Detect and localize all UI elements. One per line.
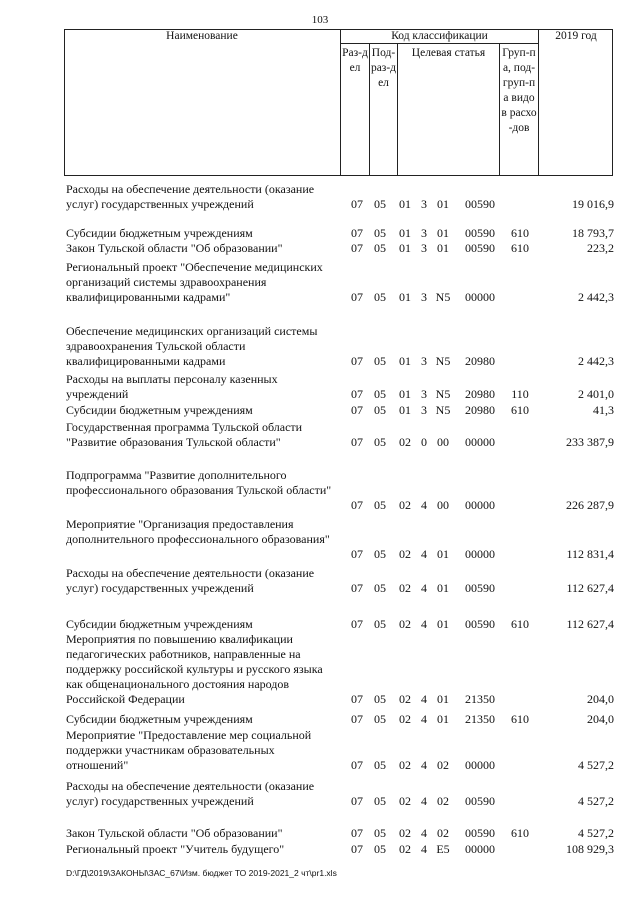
code-pr: 05 xyxy=(374,498,386,512)
table-row xyxy=(0,632,640,707)
code-c4: 20980 xyxy=(465,354,495,368)
code-c4: 21350 xyxy=(465,712,495,726)
header-year: 2019 год xyxy=(538,29,613,176)
code-c4: 20980 xyxy=(465,403,495,417)
code-pr: 05 xyxy=(374,617,386,631)
code-c4: 00590 xyxy=(465,826,495,840)
code-c4: 00590 xyxy=(465,581,495,595)
row-name: Подпрограмма "Развитие дополнительного профессионального образования Тульской области" xyxy=(66,468,332,497)
code-c4: 20980 xyxy=(465,387,495,401)
code-c3: 01 xyxy=(437,581,449,595)
table-header xyxy=(64,29,613,176)
code-pr: 05 xyxy=(374,758,386,772)
code-c1: 02 xyxy=(399,547,411,561)
row-name: Обеспечение медицинских организаций системы здравоохранения Тульской области квалифицированными кадрами xyxy=(66,324,318,368)
code-c1: 01 xyxy=(399,226,411,240)
code-rz: 07 xyxy=(351,581,363,595)
code-c4: 00000 xyxy=(465,435,495,449)
table-row xyxy=(0,420,640,450)
code-c1: 02 xyxy=(399,581,411,595)
code-c3: N5 xyxy=(435,354,451,368)
code-c2: 3 xyxy=(421,403,427,417)
table-row xyxy=(0,826,640,841)
row-amount: 112 831,4 xyxy=(566,547,614,561)
row-name: Расходы на обеспечение деятельности (оказание услуг) государственных учреждений xyxy=(66,182,315,211)
code-c1: 02 xyxy=(399,692,411,706)
code-rz: 07 xyxy=(351,758,363,772)
code-pr: 05 xyxy=(374,403,386,417)
header-group: Груп-па, под-груп-па видов расхо-дов xyxy=(499,43,538,176)
table-row xyxy=(0,728,640,773)
code-c2: 3 xyxy=(421,197,427,211)
row-amount: 233 387,9 xyxy=(566,435,614,449)
code-pr: 05 xyxy=(374,692,386,706)
row-amount: 19 016,9 xyxy=(572,197,614,211)
code-rz: 07 xyxy=(351,354,363,368)
code-c1: 02 xyxy=(399,617,411,631)
row-name: Расходы на обеспечение деятельности (оказание услуг) государственных учреждений xyxy=(66,779,315,808)
header-name: Наименование xyxy=(166,30,238,42)
code-vr: 610 xyxy=(511,226,529,240)
code-c2: 4 xyxy=(421,712,427,726)
table-row xyxy=(0,617,640,632)
code-c4: 00000 xyxy=(465,498,495,512)
row-amount: 2 442,3 xyxy=(578,290,614,304)
code-c3: 01 xyxy=(437,617,449,631)
code-c3: 00 xyxy=(437,498,449,512)
table-row xyxy=(0,468,640,513)
code-c2: 4 xyxy=(421,826,427,840)
row-name: Расходы на выплаты персоналу казенных учреждений xyxy=(66,372,278,401)
table-row xyxy=(0,324,640,369)
code-c2: 3 xyxy=(421,387,427,401)
row-amount: 204,0 xyxy=(587,692,614,706)
code-pr: 05 xyxy=(374,387,386,401)
code-c4: 00590 xyxy=(465,197,495,211)
table-row xyxy=(0,182,640,212)
code-c1: 02 xyxy=(399,826,411,840)
code-c1: 01 xyxy=(399,403,411,417)
table-row xyxy=(0,779,640,809)
row-name: Государственная программа Тульской области "Развитие образования Тульской области" xyxy=(66,420,303,449)
code-c2: 4 xyxy=(421,617,427,631)
code-c3: N5 xyxy=(435,403,451,417)
row-amount: 4 527,2 xyxy=(578,794,614,808)
code-pr: 05 xyxy=(374,826,386,840)
code-vr: 610 xyxy=(511,403,529,417)
row-amount: 4 527,2 xyxy=(578,758,614,772)
row-amount: 112 627,4 xyxy=(566,581,614,595)
code-c4: 00000 xyxy=(465,290,495,304)
row-name: Субсидии бюджетным учреждениям xyxy=(66,712,253,726)
code-c4: 00000 xyxy=(465,758,495,772)
code-c3: 02 xyxy=(437,758,449,772)
row-name: Мероприятия по повышению квалификации педагогических работников, направленные на поддержку российской культуры и русского языка как общенационального достояния народов Российской Федерации xyxy=(66,632,323,706)
code-rz: 07 xyxy=(351,435,363,449)
code-c2: 4 xyxy=(421,581,427,595)
row-name: Региональный проект "Обеспечение медицинских организаций системы здравоохранения квалифицированными кадрами" xyxy=(66,260,323,304)
code-c2: 4 xyxy=(421,692,427,706)
code-rz: 07 xyxy=(351,498,363,512)
code-c1: 02 xyxy=(399,435,411,449)
code-c3: 01 xyxy=(437,197,449,211)
code-c2: 4 xyxy=(421,547,427,561)
row-name: Мероприятие "Предоставление мер социальной поддержки участникам образовательных отношений" xyxy=(66,728,312,772)
code-rz: 07 xyxy=(351,387,363,401)
code-c3: N5 xyxy=(435,290,451,304)
row-name: Региональный проект "Учитель будущего" xyxy=(66,842,285,856)
code-c1: 02 xyxy=(399,758,411,772)
header-section: Раз-дел xyxy=(340,43,369,176)
code-c4: 00590 xyxy=(465,226,495,240)
code-c1: 02 xyxy=(399,842,411,856)
code-pr: 05 xyxy=(374,794,386,808)
code-c3: 00 xyxy=(437,435,449,449)
code-c1: 01 xyxy=(399,241,411,255)
table-row xyxy=(0,260,640,305)
code-c1: 02 xyxy=(399,794,411,808)
code-c2: 4 xyxy=(421,842,427,856)
code-c4: 00000 xyxy=(465,842,495,856)
code-vr: 610 xyxy=(511,241,529,255)
code-vr: 610 xyxy=(511,617,529,631)
row-amount: 4 527,2 xyxy=(578,826,614,840)
code-c3: 01 xyxy=(437,692,449,706)
row-name: Расходы на обеспечение деятельности (оказание услуг) государственных учреждений xyxy=(66,566,315,595)
header-target: Целевая статья xyxy=(397,43,499,176)
table-row xyxy=(0,241,640,256)
code-rz: 07 xyxy=(351,826,363,840)
row-name: Закон Тульской области "Об образовании" xyxy=(66,241,283,255)
code-pr: 05 xyxy=(374,290,386,304)
code-c3: 02 xyxy=(437,794,449,808)
code-c1: 01 xyxy=(399,387,411,401)
code-c1: 01 xyxy=(399,354,411,368)
row-amount: 18 793,7 xyxy=(572,226,614,240)
table-row xyxy=(0,566,640,596)
row-name: Субсидии бюджетным учреждениям xyxy=(66,403,253,417)
code-rz: 07 xyxy=(351,842,363,856)
code-pr: 05 xyxy=(374,197,386,211)
code-rz: 07 xyxy=(351,692,363,706)
row-amount: 223,2 xyxy=(587,241,614,255)
row-amount: 2 401,0 xyxy=(578,387,614,401)
code-c1: 01 xyxy=(399,197,411,211)
code-c3: E5 xyxy=(436,842,450,856)
code-rz: 07 xyxy=(351,241,363,255)
code-c4: 00000 xyxy=(465,547,495,561)
code-pr: 05 xyxy=(374,226,386,240)
page-number: 103 xyxy=(311,14,329,26)
code-pr: 05 xyxy=(374,712,386,726)
code-c2: 4 xyxy=(421,794,427,808)
code-c2: 3 xyxy=(421,354,427,368)
row-amount: 41,3 xyxy=(593,403,614,417)
table-row xyxy=(0,842,640,857)
row-amount: 108 929,3 xyxy=(566,842,614,856)
code-c4: 00590 xyxy=(465,241,495,255)
code-c4: 00590 xyxy=(465,794,495,808)
code-rz: 07 xyxy=(351,794,363,808)
code-pr: 05 xyxy=(374,241,386,255)
code-rz: 07 xyxy=(351,197,363,211)
header-subsection: Под-раз-дел xyxy=(369,43,397,176)
code-vr: 610 xyxy=(511,712,529,726)
code-c1: 01 xyxy=(399,290,411,304)
code-rz: 07 xyxy=(351,226,363,240)
row-amount: 204,0 xyxy=(587,712,614,726)
code-c2: 4 xyxy=(421,758,427,772)
header-classification: Код классификации xyxy=(340,29,538,43)
code-c2: 3 xyxy=(421,241,427,255)
row-name: Субсидии бюджетным учреждениям xyxy=(66,226,253,240)
table-row xyxy=(0,372,640,402)
code-c3: 01 xyxy=(437,226,449,240)
code-c4: 00590 xyxy=(465,617,495,631)
table-row xyxy=(0,712,640,727)
code-c4: 21350 xyxy=(465,692,495,706)
code-pr: 05 xyxy=(374,354,386,368)
row-amount: 226 287,9 xyxy=(566,498,614,512)
code-c2: 0 xyxy=(421,435,427,449)
table-row xyxy=(0,517,640,562)
code-c3: 01 xyxy=(437,547,449,561)
code-pr: 05 xyxy=(374,547,386,561)
code-pr: 05 xyxy=(374,581,386,595)
code-c3: 01 xyxy=(437,712,449,726)
code-c3: N5 xyxy=(435,387,451,401)
code-c3: 01 xyxy=(437,241,449,255)
code-rz: 07 xyxy=(351,547,363,561)
row-name: Закон Тульской области "Об образовании" xyxy=(66,826,283,840)
code-vr: 610 xyxy=(511,826,529,840)
code-rz: 07 xyxy=(351,617,363,631)
code-c3: 02 xyxy=(437,826,449,840)
row-name: Субсидии бюджетным учреждениям xyxy=(66,617,253,631)
row-amount: 112 627,4 xyxy=(566,617,614,631)
code-pr: 05 xyxy=(374,435,386,449)
code-rz: 07 xyxy=(351,712,363,726)
table-row xyxy=(0,226,640,241)
code-pr: 05 xyxy=(374,842,386,856)
code-rz: 07 xyxy=(351,403,363,417)
code-c2: 4 xyxy=(421,498,427,512)
code-vr: 110 xyxy=(511,387,529,401)
row-name: Мероприятие "Организация предоставления дополнительного профессионального образования" xyxy=(66,517,330,546)
code-rz: 07 xyxy=(351,290,363,304)
code-c1: 02 xyxy=(399,712,411,726)
code-c1: 02 xyxy=(399,498,411,512)
row-amount: 2 442,3 xyxy=(578,354,614,368)
table-row xyxy=(0,403,640,418)
code-c2: 3 xyxy=(421,226,427,240)
file-path-footer: D:\ГД\2019\ЗАКОНЫ\ЗАС_67\Изм. бюджет ТО 2019-2021_2 чт\pr1.xls xyxy=(66,868,337,878)
code-c2: 3 xyxy=(421,290,427,304)
